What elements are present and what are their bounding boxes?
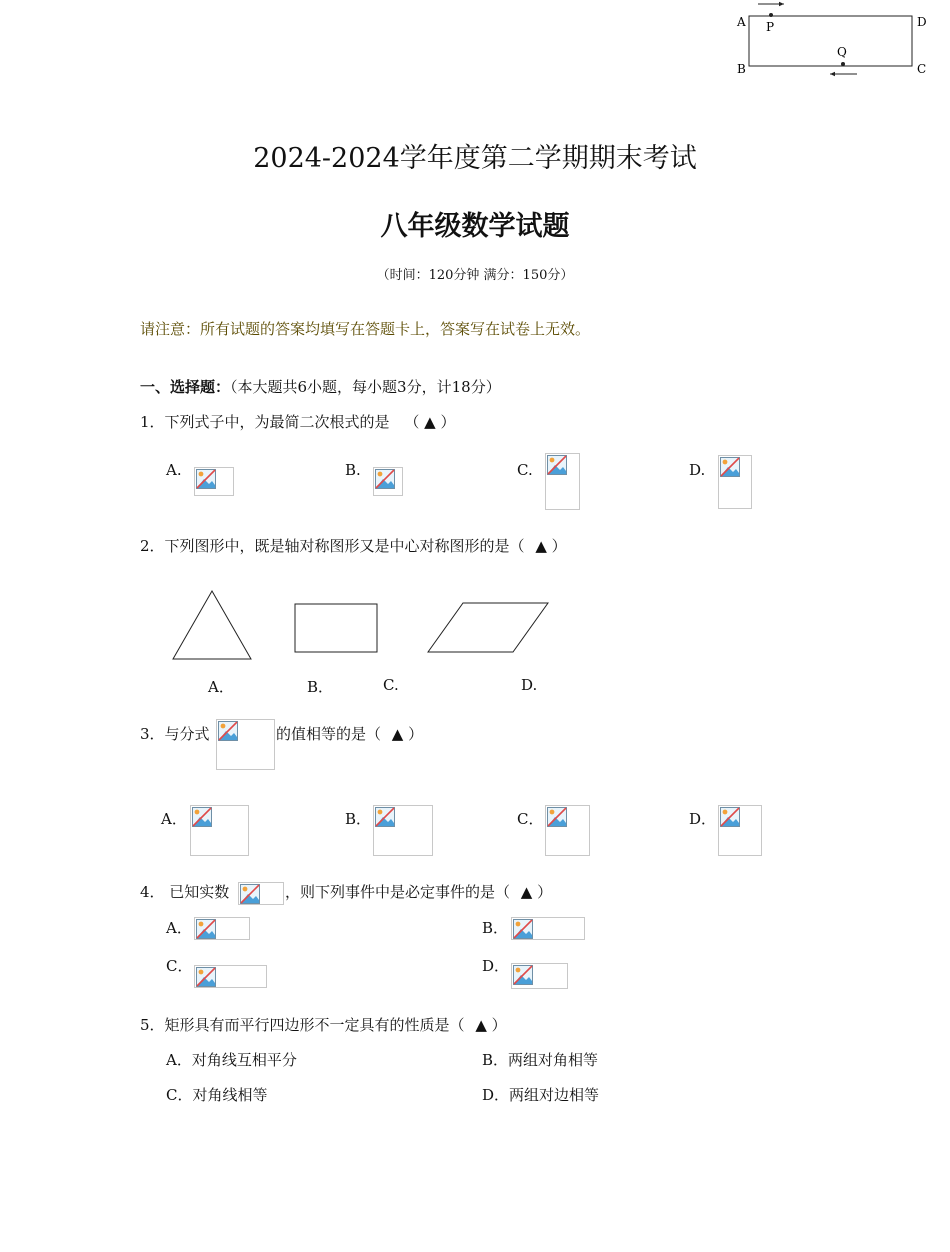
question-3-stem-b [276, 723, 423, 744]
broken-image-icon [218, 721, 238, 741]
question-2-text: 2．下列图形中，既是轴对称图形又是中心对称图形的是（ [140, 537, 525, 555]
question-1-stem [140, 411, 455, 432]
question-3-option-c: C． [517, 810, 544, 828]
point-b-label: B [737, 62, 746, 76]
broken-image-icon [513, 965, 533, 985]
broken-image-icon [547, 807, 567, 827]
broken-image-icon [720, 457, 740, 477]
formula-image [511, 963, 568, 989]
broken-image-icon [196, 469, 216, 489]
formula-image [194, 917, 250, 940]
question-4-text: ，则下列事件中是必定事件的是（ [285, 883, 511, 901]
paren-close: ） [491, 1016, 507, 1034]
triangle-shape [173, 591, 251, 659]
question-4-option-d: D． [482, 957, 510, 975]
formula-image [511, 917, 585, 940]
question-5-option-c: C．对角线相等 [166, 1086, 268, 1104]
answer-marker-triangle: ▲ [475, 1016, 487, 1034]
question-3-option-d: D． [689, 810, 717, 828]
paren-close: ） [537, 883, 553, 901]
question-5-option-d: D．两组对边相等 [482, 1086, 600, 1104]
section-title: 一、选择题： [140, 378, 231, 396]
broken-image-icon [192, 807, 212, 827]
formula-image [194, 965, 267, 988]
formula-image [194, 467, 234, 496]
paren-close: ） [440, 413, 456, 431]
question-2-option-b: B． [307, 678, 334, 696]
formula-image [190, 805, 249, 856]
broken-image-icon [196, 967, 216, 987]
formula-image [545, 805, 590, 856]
notice-text: 请注意：所有试题的答案均填写在答题卡上，答案写在试卷上无效。 [140, 320, 591, 338]
point-c-label: C [917, 62, 927, 76]
exam-meta: （时间：120分钟 满分：150分） [376, 268, 574, 283]
question-1-option-a: A. [166, 461, 182, 479]
question-4-stem-b [285, 881, 552, 902]
question-2-option-a: A． [208, 678, 234, 696]
rectangle-shape [295, 604, 377, 652]
formula-image [216, 719, 275, 770]
formula-image [373, 805, 433, 856]
question-4-option-c: C． [166, 957, 193, 975]
question-5-text: 5．矩形具有而平行四边形不一定具有的性质是（ [140, 1016, 465, 1034]
exam-subject: 八年级数学试题 [380, 211, 570, 242]
point-a-label: A [737, 15, 746, 29]
answer-marker-triangle: ▲ [520, 883, 533, 901]
question-5-option-a: A．对角线互相平分 [166, 1051, 297, 1069]
question-1-text: 1．下列式子中，为最简二次根式的是 [140, 413, 390, 431]
question-5-stem [140, 1014, 507, 1035]
point-q-label: Q [837, 45, 847, 59]
section-info: （本大题共6小题，每小题3分，计18分） [230, 378, 501, 396]
question-5-option-b: B．两组对角相等 [482, 1051, 599, 1069]
broken-image-icon [196, 919, 216, 939]
question-1-option-c: C. [517, 461, 533, 479]
question-2-option-c: C. [383, 676, 399, 694]
broken-image-icon [547, 455, 567, 475]
point-p-label: P [766, 20, 775, 34]
broken-image-icon [240, 884, 260, 904]
question-4-option-b: B． [482, 919, 509, 937]
question-1-option-d: D. [689, 461, 706, 479]
parallelogram-shape [428, 603, 548, 652]
broken-image-icon [513, 919, 533, 939]
rectangle-abcd-figure [728, 0, 938, 90]
question-3-stem-a: 3．与分式 [140, 725, 210, 743]
question-1-option-b: B. [345, 461, 361, 479]
question-4-stem-a: 4． 已知实数 [140, 883, 230, 901]
answer-marker-triangle: ▲ [424, 413, 436, 431]
section-heading [140, 376, 501, 397]
broken-image-icon [375, 469, 395, 489]
question-2-shapes [168, 586, 568, 666]
broken-image-icon [375, 807, 395, 827]
question-4-option-a: A． [166, 919, 192, 937]
answer-marker-triangle: ▲ [535, 537, 547, 555]
question-2-stem [140, 535, 567, 556]
question-3-text: 的值相等的是（ [276, 725, 382, 743]
paren-close: ） [551, 537, 567, 555]
point-d-label: D [917, 15, 927, 29]
formula-image [718, 455, 752, 509]
question-3-option-a: A． [161, 810, 187, 828]
paren-close: ） [408, 725, 424, 743]
answer-marker-triangle: ▲ [391, 725, 404, 743]
broken-image-icon [720, 807, 740, 827]
question-3-option-b: B． [345, 810, 372, 828]
paren-open: （ [404, 413, 420, 431]
formula-image [718, 805, 762, 856]
formula-image [545, 453, 580, 510]
formula-image [238, 882, 284, 905]
question-2-option-d: D. [521, 676, 538, 694]
exam-title: 2024-2024学年度第二学期期末考试 [253, 143, 697, 174]
formula-image [373, 467, 403, 496]
